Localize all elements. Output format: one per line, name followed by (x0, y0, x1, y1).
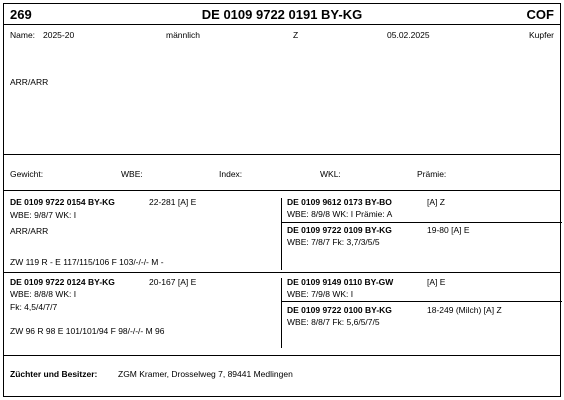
pedigree-card (3, 3, 561, 397)
birth-date: 05.02.2025 (387, 30, 430, 40)
card-header (4, 4, 560, 25)
divider (4, 272, 560, 273)
father-wbe: WBE: 9/8/7 WK: I (10, 210, 77, 220)
mother-fk: Fk: 4,5/4/7/7 (10, 302, 58, 312)
card-number: 269 (10, 7, 32, 22)
name-label: Name: (10, 30, 36, 40)
index-label: Index: (219, 169, 243, 179)
father-zw: ZW 119 R - E 117/115/106 F 103/-/-/- M - (10, 257, 164, 267)
fm-info: 19-80 [A] E (427, 225, 470, 235)
name-value: 2025-20 (43, 30, 75, 40)
mm-info: 18-249 (Milch) [A] Z (427, 305, 502, 315)
breeder-label: Züchter und Besitzer: (10, 369, 98, 379)
breeder-value: ZGM Kramer, Drosselweg 7, 89441 Medlingen (118, 369, 293, 379)
mother-ring: DE 0109 9722 0124 BY-KG (10, 277, 115, 287)
vertical-divider (281, 198, 282, 270)
sex: männlich (166, 30, 201, 40)
ff-info: [A] Z (427, 197, 445, 207)
wbe-label: WBE: (121, 169, 143, 179)
fm-ring: DE 0109 9722 0109 BY-KG (287, 225, 392, 235)
mother-wbe: WBE: 8/8/8 WK: I (10, 289, 77, 299)
color: Kupfer (528, 30, 554, 40)
remark: ARR/ARR (10, 77, 49, 87)
mm-ring: DE 0109 9722 0100 BY-KG (287, 305, 392, 315)
ff-wbe: WBE: 8/9/8 WK: I Prämie: A (287, 209, 393, 219)
divider (281, 222, 562, 223)
mm-wbe: WBE: 8/8/7 Fk: 5,6/5/7/5 (287, 317, 380, 327)
fm-wbe: WBE: 7/8/7 Fk: 3,7/3/5/5 (287, 237, 380, 247)
mf-ring: DE 0109 9149 0110 BY-GW (287, 277, 394, 287)
mother-info: 20-167 [A] E (149, 277, 197, 287)
father-info: 22-281 [A] E (149, 197, 197, 207)
divider (4, 154, 560, 155)
wkl-label: WKL: (320, 169, 341, 179)
ring-number: DE 0109 9722 0191 BY-KG (201, 7, 363, 22)
mf-wbe: WBE: 7/9/8 WK: I (287, 289, 354, 299)
ff-ring: DE 0109 9612 0173 BY-BO (287, 197, 392, 207)
vertical-divider (281, 278, 282, 348)
divider (281, 301, 562, 302)
father-extra: ARR/ARR (10, 226, 49, 236)
type: Z (293, 30, 299, 40)
award-label: Prämie: (417, 169, 447, 179)
divider (4, 190, 560, 191)
divider (4, 355, 560, 356)
mf-info: [A] E (427, 277, 446, 287)
color-code: COF (526, 7, 554, 22)
weight-label: Gewicht: (10, 169, 44, 179)
father-ring: DE 0109 9722 0154 BY-KG (10, 197, 115, 207)
mother-zw: ZW 96 R 98 E 101/101/94 F 98/-/-/- M 96 (10, 326, 165, 336)
